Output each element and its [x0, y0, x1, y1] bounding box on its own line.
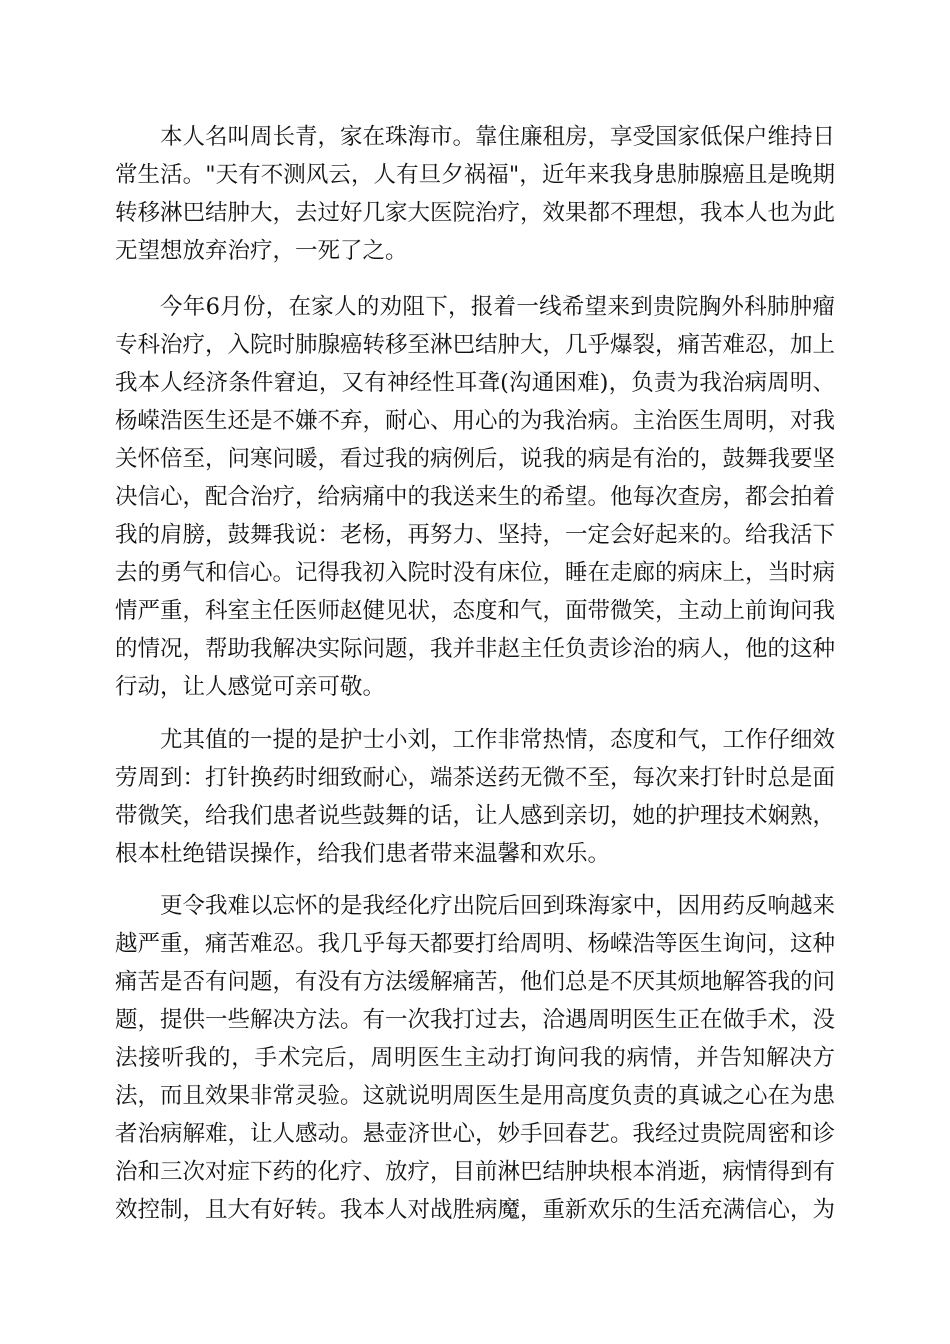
paragraph-2: 今年6月份，在家人的劝阻下，报着一线希望来到贵院胸外科肺肿瘤专科治疗，入院时肺腺癌转移至淋巴结肿大，几乎爆裂，痛苦难忍，加上我本人经济条件窘迫，又有神经性耳聋(沟通困难)，负责为我治病周明、杨嵘浩医生还是不嫌不弃，耐心、用心的为我治病。主治医生周明，对我关怀倍至，问寒问暖，看过我的病例后，说我的病是有治的，鼓舞我要坚决信心，配合治疗，给病痛中的我送来生的希望。他每次查房，都会拍着我的肩膀，鼓舞我说：老杨，再努力、坚持，一定会好起来的。给我活下去的勇气和信心。记得我初入院时没有床位，睡在走廊的病床上，当时病情严重，科室主任医师赵健见状，态度和气，面带微笑，主动上前询问我的情况，帮助我解决实际问题，我并非赵主任负责诊治的病人，他的这种行动，让人感觉可亲可敬。: [115, 294, 836, 700]
paragraph-3: 尤其值的一提的是护士小刘，工作非常热情，态度和气，工作仔细效劳周到：打针换药时细致耐心，端茶送药无微不至，每次来打针时总是面带微笑，给我们患者说些鼓舞的话，让人感到亲切，她的护理技术娴熟，根本杜绝错误操作，给我们患者带来温馨和欢乐。: [115, 727, 836, 867]
paragraph-1: 本人名叫周长青，家在珠海市。靠住廉租房，享受国家低保户维持日常生活。"天有不测风云，人有旦夕祸福"，近年来我身患肺腺癌且是晚期转移淋巴结肿大，去过好几家大医院治疗，效果都不理想，我本人也为此无望想放弃治疗，一死了之。: [115, 124, 836, 264]
paragraph-4: 更令我难以忘怀的是我经化疗出院后回到珠海家中，因用药反响越来越严重，痛苦难忍。我几乎每天都要打给周明、杨嵘浩等医生询问，这种痛苦是否有问题，有没有方法缓解痛苦，他们总是不厌其烦地解答我的问题，提供一些解决方法。有一次我打过去，洽遇周明医生正在做手术，没法接听我的，手术完后，周明医生主动打询问我的病情，并告知解决方法，而且效果非常灵验。这就说明周医生是用高度负责的真诚之心在为患者治病解难，让人感动。悬壶济世心，妙手回春艺。我经过贵院周密和诊治和三次对症下药的化疗、放疗，目前淋巴结肿块根本消逝，病情得到有效控制，且大有好转。我本人对战胜病魔，重新欢乐的生活充满信心，为: [115, 893, 836, 1223]
